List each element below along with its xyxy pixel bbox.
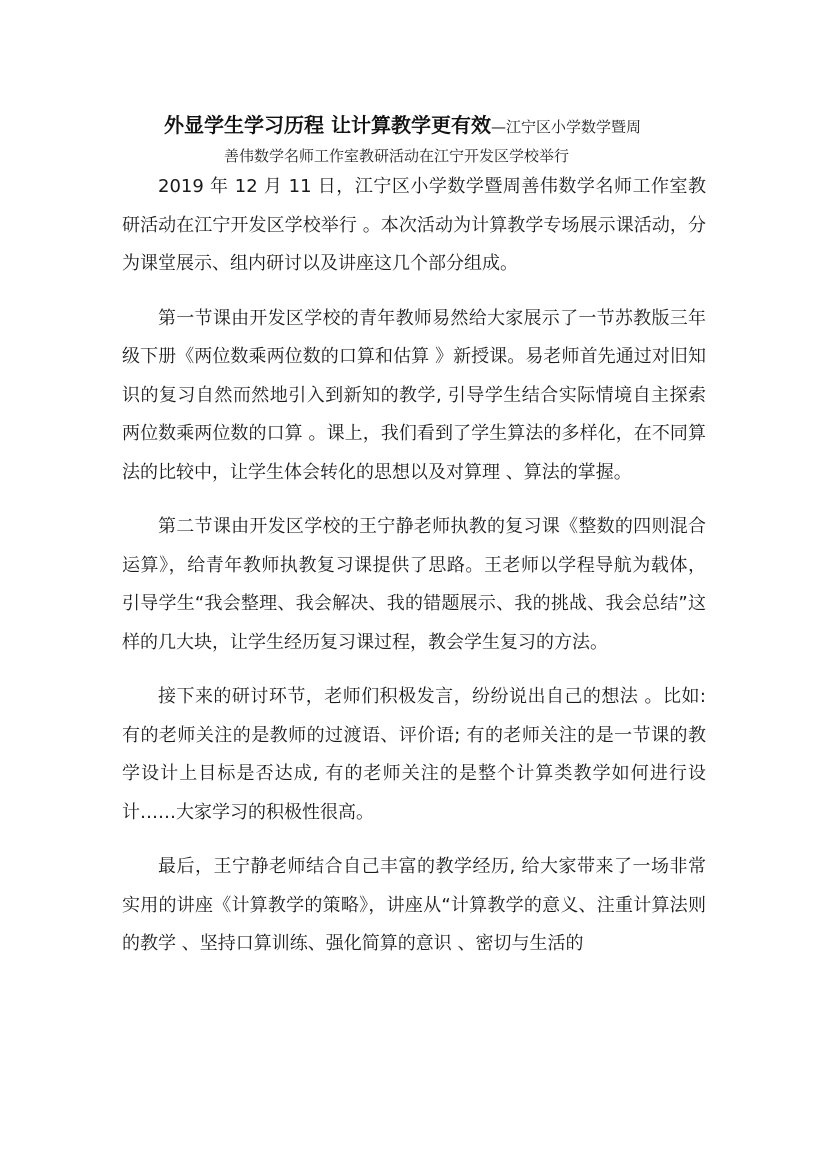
paragraph-2: 第一节课由开发区学校的青年教师易然给大家展示了一节苏教版三年级下册《两位数乘两位数的口算和估算 》新授课。易老师首先通过对旧知识的复习自然而然地引入到新知的教学, 引导学生结合实际情境自主探索两位数乘两位数的口算 。课上，我们看到了学生算法的多样化，在不同算法的比较中，让学生体会转化的思想以及对算理 、算法的掌握。 [122, 307, 706, 483]
title-main: 外显学生学习历程 让计算教学更有效 [164, 113, 491, 137]
document-body [122, 168, 706, 964]
title-subtitle-part-2: 善伟数学名师工作室教研活动在江宁开发区学校举行 [224, 147, 570, 165]
document-title [120, 108, 720, 170]
title-subtitle-part-1: —江宁区小学数学暨周 [490, 118, 641, 136]
paragraph-3: 第二节课由开发区学校的王宁静老师执教的复习课《整数的四则混合运算》，给青年教师执教复习课提供了思路。王老师以学程导航为载体，引导学生“我会整理、我会解决、我的错题展示、我的挑战、我会总结”这样的几大块，让学生经历复习课过程，教会学生复习的方法。 [122, 516, 706, 653]
paragraph-1: 2019 年 12 月 11 日，江宁区小学数学暨周善伟数学名师工作室教研活动在江宁开发区学校举行 。本次活动为计算教学专场展示课活动，分为课堂展示、组内研讨以及讲座这几个部分组成。 [122, 176, 706, 274]
paragraph-5: 最后，王宁静老师结合自己丰富的教学经历, 给大家带来了一场非常实用的讲座《计算教学的策略》，讲座从“计算教学的意义、注重计算法则的教学 、坚持口算训练、强化简算的意识 、密切与生活的 [122, 856, 706, 954]
paragraph-4: 接下来的研讨环节，老师们积极发言，纷纷说出自己的想法 。比如:有的老师关注的是教师的过渡语、评价语; 有的老师关注的是一节课的教学设计上目标是否达成, 有的老师关注的是整个计算类教学如何进行设计……大家学习的积极性很高。 [122, 686, 706, 823]
title-line-1 [120, 108, 720, 142]
